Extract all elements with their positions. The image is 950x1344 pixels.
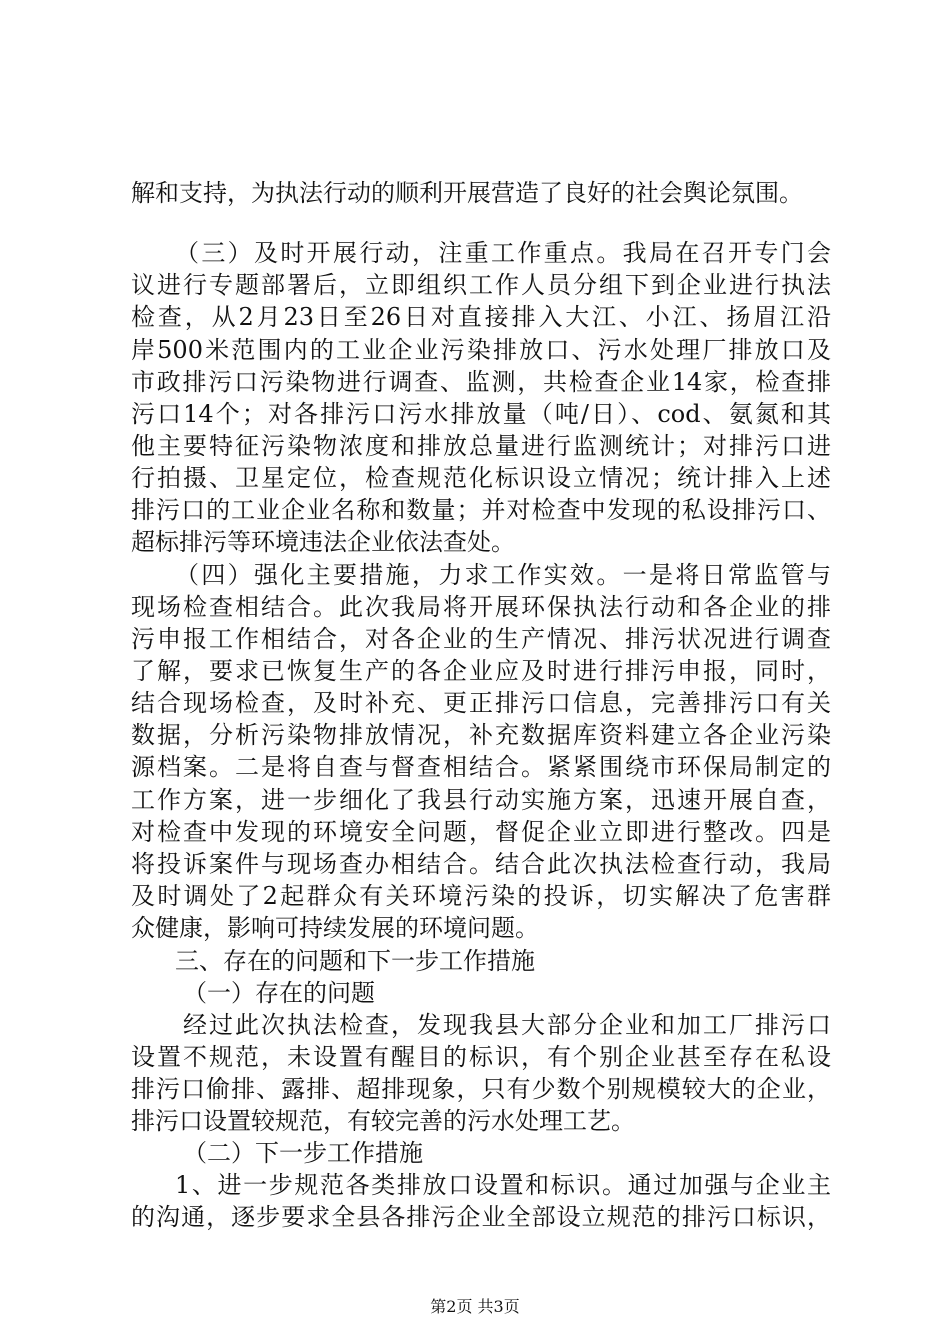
text-line: 行拍摄、卫星定位，检查规范化标识设立情况；统计排入上述 [131,464,831,492]
page-footer: 第2页 共3页 [430,1297,520,1316]
text-line: 数据，分析污染物排放情况，补充数据库资料建立各企业污染 [131,721,831,749]
text-line: 的沟通，逐步要求全县各排污企业全部设立规范的排污口标识， [131,1203,831,1231]
text-line: 及时调处了2起群众有关环境污染的投诉，切实解决了危害群 [131,882,831,910]
text-line: 结合现场检查，及时补充、更正排污口信息，完善排污口有关 [131,689,831,717]
text-line: 污申报工作相结合，对各企业的生产情况、排污状况进行调查 [131,625,831,653]
text-line: （三）及时开展行动，注重工作重点。我局在召开专门会 [175,239,831,267]
text-line: 岸500米范围内的工业企业污染排放口、污水处理厂排放口及 [131,336,831,364]
text-line: 对检查中发现的环境安全问题，督促企业立即进行整改。四是 [131,818,831,846]
text-line: 市政排污口污染物进行调查、监测，共检查企业14家，检查排 [131,368,831,396]
text-line: 排污口的工业企业名称和数量；并对检查中发现的私设排污口、 [131,496,831,524]
text-line: 将投诉案件与现场查办相结合。结合此次执法检查行动，我局 [131,850,831,878]
text-line: 现场检查相结合。此次我局将开展环保执法行动和各企业的排 [131,593,831,621]
text-line: 三、存在的问题和下一步工作措施 [175,947,535,975]
text-line: （四）强化主要措施，力求工作实效。一是将日常监管与 [175,561,831,589]
text-line: 排污口设置较规范，有较完善的污水处理工艺。 [131,1107,635,1135]
text-line: 他主要特征污染物浓度和排放总量进行监测统计；对排污口进 [131,432,831,460]
text-line: （一）存在的问题 [183,979,375,1007]
text-line: 了解，要求已恢复生产的各企业应及时进行排污申报，同时， [131,657,831,685]
text-line: 经过此次执法检查，发现我县大部分企业和加工厂排污口 [183,1011,831,1039]
text-line: 1、进一步规范各类排放口设置和标识。通过加强与企业主 [175,1171,831,1199]
text-line: 解和支持，为执法行动的顺利开展营造了良好的社会舆论氛围。 [131,179,803,207]
text-line: 超标排污等环境违法企业依法查处。 [131,528,515,556]
text-line: 工作方案，进一步细化了我县行动实施方案，迅速开展自查， [131,786,831,814]
text-line: 污口14个；对各排污口污水排放量（吨/日）、cod、氨氮和其 [131,400,831,428]
text-line: 众健康，影响可持续发展的环境问题。 [131,914,539,942]
text-line: 设置不规范，未设置有醒目的标识，有个别企业甚至存在私设 [131,1043,831,1071]
text-line: 检查，从2月23日至26日对直接排入大江、小江、扬眉江沿 [131,303,831,331]
text-line: 排污口偷排、露排、超排现象，只有少数个别规模较大的企业， [131,1075,831,1103]
text-line: （二）下一步工作措施 [183,1139,423,1167]
text-line: 源档案。二是将自查与督查相结合。紧紧围绕市环保局制定的 [131,753,831,781]
text-line: 议进行专题部署后，立即组织工作人员分组下到企业进行执法 [131,271,831,299]
